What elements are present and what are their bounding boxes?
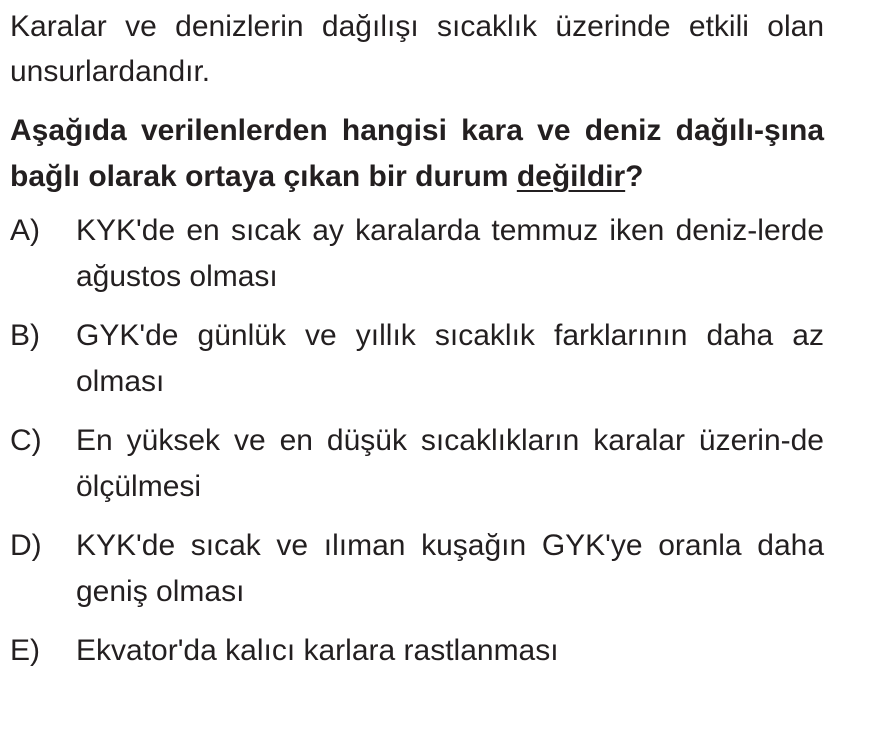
option-text: KYK'de sıcak ve ılıman kuşağın GYK'ye oranla daha geniş olması <box>76 529 824 608</box>
question-prompt <box>10 108 824 200</box>
option-letter: A) <box>10 214 40 247</box>
question-mark: ? <box>625 160 644 193</box>
option-text: Ekvator'da kalıcı karlara rastlanması <box>76 634 559 667</box>
option-letter: B) <box>10 319 40 352</box>
answer-option-e[interactable] <box>10 628 824 674</box>
option-letter: E) <box>10 634 40 667</box>
option-letter: C) <box>10 424 42 457</box>
question-negation-keyword: değildir <box>516 160 626 193</box>
answer-option-d[interactable] <box>10 523 824 615</box>
option-letter: D) <box>10 529 42 562</box>
option-text: En yüksek ve en düşük sıcaklıkların karalar üzerin-de ölçülmesi <box>76 424 824 503</box>
question-page <box>10 0 824 687</box>
question-stem: Karalar ve denizlerin dağılışı sıcaklık üzerinde etkili olan unsurlardandır. <box>10 10 824 88</box>
answer-option-c[interactable] <box>10 418 824 510</box>
answer-option-a[interactable] <box>10 208 824 300</box>
answer-option-b[interactable] <box>10 313 824 405</box>
option-text: KYK'de en sıcak ay karalarda temmuz iken deniz-lerde ağustos olması <box>76 214 824 293</box>
answer-options <box>10 208 824 674</box>
option-text: GYK'de günlük ve yıllık sıcaklık farklarının daha az olması <box>76 319 824 398</box>
question-text: Aşağıda verilenlerden hangisi kara ve deniz dağılı-şına bağlı olarak ortaya çıkan bir durum <box>10 114 824 193</box>
